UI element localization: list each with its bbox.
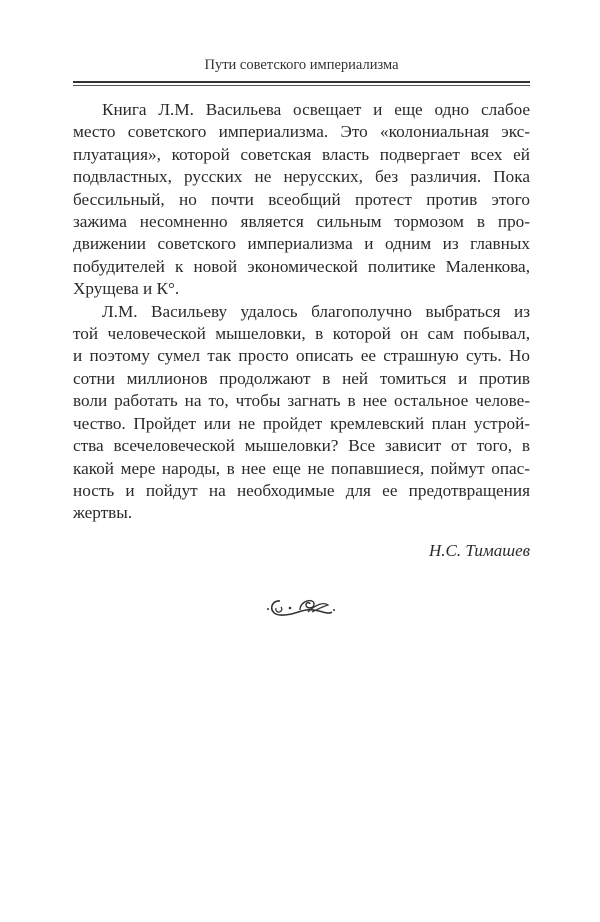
header-rule-thin	[73, 85, 530, 86]
text-line: Книга Л.М. Васильева освещает и еще одно слабое	[102, 100, 530, 119]
text-line: сотни миллионов продолжают в ней томиться и против	[73, 368, 530, 388]
text-line: зажима несомненно является сильным тормозом в про-	[73, 212, 530, 232]
text-line: Хрущева и К°.	[73, 279, 180, 299]
text-line: движении советского империализма и одним из главных	[73, 234, 530, 254]
text-line: бессильный, но почти всеобщий протест против этого	[73, 189, 530, 209]
running-header: Пути советского империализма	[204, 57, 399, 73]
header-rule-thick	[73, 81, 530, 83]
text-line: и поэтому сумел так просто описать ее страшную суть. Но	[73, 346, 530, 366]
text-line: Л.М. Васильеву удалось благополучно выбраться из	[102, 301, 530, 321]
flourish-ornament-icon	[266, 596, 336, 625]
text-line: ность и пойдут на необходимые для ее предотвращения	[73, 480, 530, 500]
text-line: ства всечеловеческой мышеловки? Все зависит от того, в	[73, 436, 530, 456]
body-text	[73, 99, 530, 525]
text-line: воли работать на то, чтобы загнать в нее остальное челове-	[73, 391, 530, 411]
signature: Н.С. Тимашев	[428, 541, 530, 560]
text-line: жертвы.	[73, 503, 133, 523]
text-line: чество. Пройдет или не пройдет кремлевский план устрой-	[73, 413, 530, 433]
text-line: побудителей к новой экономической политике Маленкова,	[73, 256, 530, 276]
text-line: той человеческой мышеловки, в которой он сам побывал,	[73, 324, 530, 344]
text-line: подвластных, русских не нерусских, без различия. Пока	[73, 167, 530, 187]
text-line: какой мере народы, в нее еще не попавшиеся, поймут опас-	[73, 458, 530, 478]
text-line: плуатация», которой советская власть подвергает всех ей	[73, 144, 530, 164]
text-line: место советского империализма. Это «колониальная экс-	[73, 122, 530, 142]
